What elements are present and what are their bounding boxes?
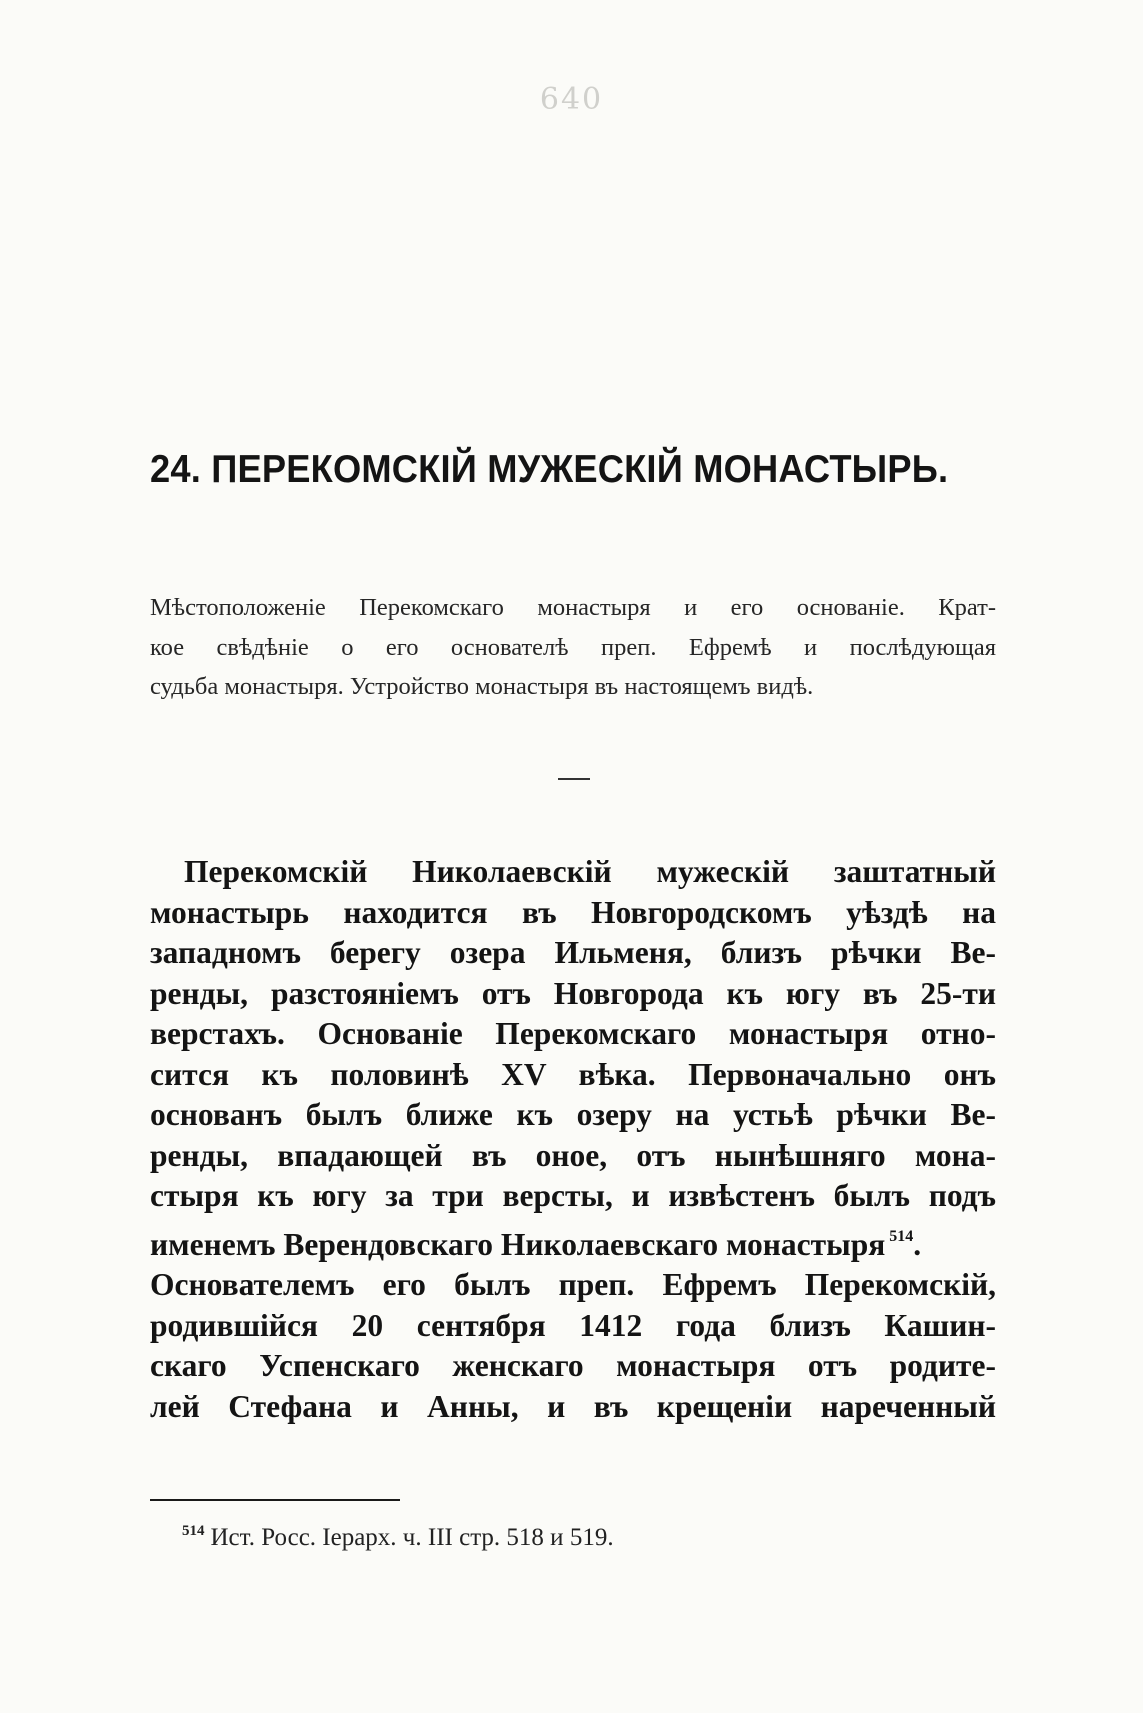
summary-line: Мѣстоположеніе Перекомскаго монастыря и его основаніе. Крат- [150, 594, 996, 621]
footnote-reference[interactable]: 514 [889, 1227, 914, 1245]
chapter-summary [150, 588, 996, 707]
body-line: Основателемъ его былъ преп. Ефремъ Перекомскій, [150, 1267, 996, 1302]
page-number: 640 [539, 82, 604, 117]
body-text [150, 852, 996, 1427]
footnote-text: Ист. Росс. Іерарх. ч. III стр. 518 и 519. [210, 1524, 614, 1551]
body-line: ренды, разстояніемъ отъ Новгорода къ югу въ 25-ти [150, 975, 996, 1011]
body-line: западномъ берегу озера Ильменя, близъ рѣчки Ве- [150, 935, 996, 970]
summary-line: кое свѣдѣніе о его основателѣ преп. Ефремѣ и послѣдующая [150, 633, 996, 661]
footnote-marker: 514 [182, 1523, 205, 1539]
body-line: основанъ былъ ближе къ озеру на устьѣ рѣчки Ве- [150, 1097, 996, 1132]
body-line: Перекомскій Николаевскій мужескій заштатный [184, 854, 996, 889]
body-line: скаго Успенскаго женскаго монастыря отъ родите- [150, 1348, 996, 1383]
body-line [150, 1217, 996, 1266]
section-divider [558, 778, 590, 780]
body-line: родившійся 20 сентября 1412 года близъ Кашин- [150, 1307, 996, 1343]
body-line: монастырь находится въ Новгородскомъ уѣздѣ на [150, 894, 996, 930]
body-line-text: именемъ Верендовскаго Николаевскаго монастыря [150, 1226, 886, 1262]
body-line: сится къ половинѣ XV вѣка. Первоначально онъ [150, 1056, 996, 1092]
body-line: стыря къ югу за три версты, и извѣстенъ былъ подъ [150, 1178, 996, 1213]
body-line: ренды, впадающей въ оное, отъ нынѣшняго мона- [150, 1137, 996, 1173]
footnote-reference-period: . [913, 1226, 922, 1262]
body-line: лей Стефана и Анны, и въ крещеніи нареченный [150, 1388, 996, 1424]
body-line: верстахъ. Основаніе Перекомскаго монастыря отно- [150, 1016, 996, 1051]
footnote [182, 1523, 614, 1552]
footnote-rule [150, 1499, 400, 1501]
chapter-title: 24. ПЕРЕКОМСКІЙ МУЖЕСКІЙ МОНАСТЫРЬ. [150, 448, 949, 491]
summary-line: судьба монастыря. Устройство монастыря въ настоящемъ видѣ. [150, 673, 814, 700]
